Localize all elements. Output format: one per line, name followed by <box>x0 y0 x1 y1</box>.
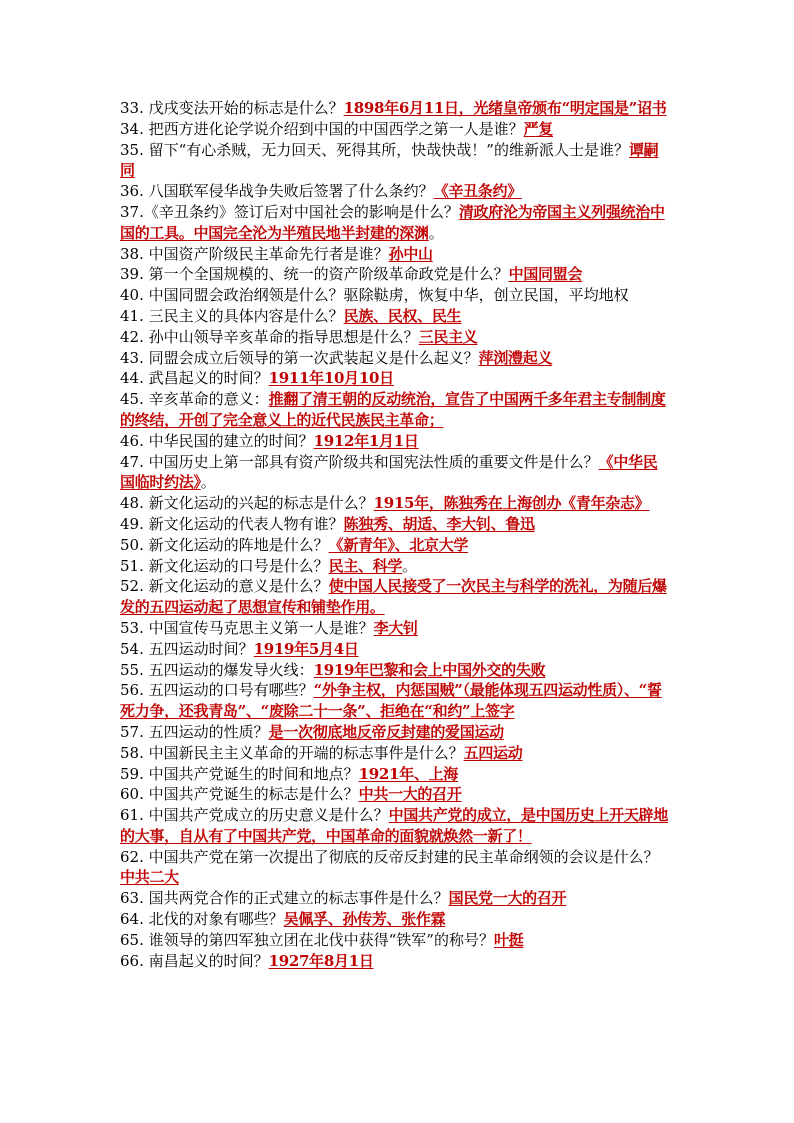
qa-item <box>120 680 668 722</box>
question-text: 66. 南昌起义的时间？ <box>120 951 269 970</box>
qa-item <box>120 389 668 431</box>
answer-text: 清政府沦为帝国主义列强统治中国的工具。中国完全沦为半殖民地半封建的深渊 <box>120 202 665 242</box>
qa-item <box>120 348 668 369</box>
answer-text: 李大钊 <box>373 618 418 637</box>
answer-text: 民族、民权、民生 <box>343 306 462 325</box>
question-text: 43. 同盟会成立后领导的第一次武装起义是什么起义？ <box>120 348 479 367</box>
question-text: 47. 中国历史上第一部具有资产阶级共和国宪法性质的重要文件是什么？ <box>120 452 599 471</box>
answer-text: 严复 <box>523 119 554 138</box>
qa-item <box>120 618 668 639</box>
qa-item <box>120 327 668 348</box>
trailing-punctuation: 。 <box>428 223 444 242</box>
question-text: 50. 新文化运动的阵地是什么？ <box>120 535 329 554</box>
answer-text: “外争主权，内惩国贼”（最能体现五四运动性质）、“誓死力争，还我青岛”、“废除二十一条”、拒绝在“和约”上签字 <box>120 681 662 721</box>
question-text: 51. 新文化运动的口号是什么？ <box>120 556 329 575</box>
question-text: 42. 孙中山领导辛亥革命的指导思想是什么？ <box>120 327 419 346</box>
qa-item <box>120 909 668 930</box>
answer-text: 1921年、上海 <box>358 764 458 783</box>
answer-text: 中国共产党的成立，是中国历史上开天辟地的大事，自从有了中国共产党，中国革命的面貌就焕然一新了！ <box>120 806 668 845</box>
qa-item <box>120 639 668 660</box>
answer-text: 中共一大的召开 <box>358 785 462 804</box>
answer-text: 《辛丑条约》 <box>433 182 522 201</box>
answer-text: 民主、科学 <box>328 556 403 575</box>
qa-item <box>120 452 668 494</box>
question-text: 41. 三民主义的具体内容是什么？ <box>120 306 344 325</box>
question-text: 48. 新文化运动的兴起的标志是什么？ <box>120 494 374 513</box>
qa-item <box>120 764 668 785</box>
answer-text: 叶挺 <box>493 930 524 949</box>
answer-text: 谭嗣同 <box>120 140 659 180</box>
qa-item <box>120 493 668 514</box>
question-text: 45. 辛亥革命的意义： <box>120 390 269 409</box>
answer-text: 五四运动 <box>463 743 523 762</box>
qa-item <box>120 431 668 452</box>
qa-item <box>120 535 668 556</box>
qa-item <box>120 202 668 244</box>
answer-text: 1919年5月4日 <box>253 639 359 658</box>
qa-item <box>120 722 668 743</box>
qa-list <box>120 98 668 971</box>
qa-item <box>120 119 668 140</box>
answer-text: 1915年，陈独秀在上海创办《青年杂志》 <box>373 494 650 513</box>
qa-item <box>120 743 668 764</box>
question-text: 34. 把西方进化论学说介绍到中国的中国西学之第一人是谁？ <box>120 119 524 138</box>
trailing-punctuation: 。 <box>200 473 216 492</box>
question-text: 39. 第一个全国规模的、统一的资产阶级革命政党是什么？ <box>120 265 509 284</box>
answer-text: 萍浏澧起义 <box>478 348 553 367</box>
answer-text: 中国同盟会 <box>508 265 583 284</box>
qa-item <box>120 306 668 327</box>
question-text: 33. 戊戌变法开始的标志是什么？ <box>120 99 344 117</box>
question-text: 35. 留下“有心杀贼，无力回天、死得其所，快哉快哉！”的维新派人士是谁？ <box>120 140 629 159</box>
question-text: 40. 中国同盟会政治纲领是什么？驱除鞑虏，恢复中华，创立民国，平均地权 <box>120 286 629 305</box>
answer-text: 1912年1月1日 <box>313 431 419 450</box>
answer-text: 陈独秀、胡适、李大钊、鲁迅 <box>343 514 535 533</box>
qa-item <box>120 140 668 182</box>
qa-item <box>120 805 668 847</box>
qa-item <box>120 244 668 265</box>
question-text: 64. 北伐的对象有哪些？ <box>120 910 284 929</box>
question-text: 49. 新文化运动的代表人物有谁？ <box>120 514 344 533</box>
answer-text: 中共二大 <box>120 868 179 887</box>
question-text: 44. 武昌起义的时间？ <box>120 369 269 388</box>
qa-item <box>120 285 668 306</box>
question-text: 65. 谁领导的第四军独立团在北伐中获得“铁军”的称号？ <box>120 930 494 949</box>
question-text: 58. 中国新民主主义革命的开端的标志事件是什么？ <box>120 743 464 762</box>
qa-item <box>120 888 668 909</box>
question-text: 38. 中国资产阶级民主革命先行者是谁？ <box>120 244 389 263</box>
answer-text: 1898年6月11日，光绪皇帝颁布“明定国是”诏书 <box>343 99 667 117</box>
question-text: 61. 中国共产党成立的历史意义是什么？ <box>120 806 389 825</box>
qa-item <box>120 784 668 805</box>
qa-item <box>120 98 668 119</box>
answer-text: 三民主义 <box>418 327 478 346</box>
qa-item <box>120 951 668 972</box>
qa-item <box>120 514 668 535</box>
answer-text: 推翻了清王朝的反动统治，宣告了中国两千多年君主专制制度的终结，开创了完全意义上的近代民族民主革命； <box>120 390 666 429</box>
qa-item <box>120 660 668 681</box>
qa-item <box>120 368 668 389</box>
answer-text: 吴佩孚、孙传芳、张作霖 <box>283 910 446 929</box>
qa-item <box>120 264 668 285</box>
answer-text: 国民党一大的召开 <box>448 889 567 908</box>
answer-text: 1911年10月10日 <box>268 369 394 388</box>
question-text: 59. 中国共产党诞生的时间和地点？ <box>120 764 359 783</box>
answer-text: 孙中山 <box>388 244 433 263</box>
answer-text: 1927年8月1日 <box>268 951 374 970</box>
qa-item <box>120 181 668 202</box>
qa-item <box>120 556 668 577</box>
answer-text: 《新青年》、北京大学 <box>328 535 469 554</box>
answer-text: 1919年巴黎和会上中国外交的失败 <box>313 660 546 679</box>
question-text: 56. 五四运动的口号有哪些？ <box>120 681 314 700</box>
question-text: 63. 国共两党合作的正式建立的标志事件是什么？ <box>120 889 449 908</box>
qa-item <box>120 930 668 951</box>
question-text: 36. 八国联军侵华战争失败后签署了什么条约？ <box>120 182 434 201</box>
answer-text: 使中国人民接受了一次民主与科学的洗礼，为随后爆发的五四运动起了思想宣传和铺垫作用。 <box>120 577 667 617</box>
answer-text: 《中华民国临时约法》 <box>120 452 658 492</box>
question-text: 60. 中国共产党诞生的标志是什么？ <box>120 785 359 804</box>
question-text: 37.《辛丑条约》签订后对中国社会的影响是什么？ <box>120 202 459 221</box>
question-text: 62. 中国共产党在第一次提出了彻底的反帝反封建的民主革命纲领的会议是什么？ <box>120 847 659 866</box>
question-text: 57. 五四运动的性质？ <box>120 722 269 741</box>
question-text: 52. 新文化运动的意义是什么？ <box>120 577 329 596</box>
question-text: 55. 五四运动的爆发导火线： <box>120 660 314 679</box>
question-text: 46. 中华民国的建立的时间？ <box>120 431 314 450</box>
question-text: 53. 中国宣传马克思主义第一人是谁？ <box>120 618 374 637</box>
qa-item <box>120 847 668 889</box>
answer-text: 是一次彻底地反帝反封建的爱国运动 <box>268 722 504 741</box>
qa-item <box>120 576 668 618</box>
question-text: 54. 五四运动时间？ <box>120 639 254 658</box>
trailing-punctuation: 。 <box>402 556 418 575</box>
